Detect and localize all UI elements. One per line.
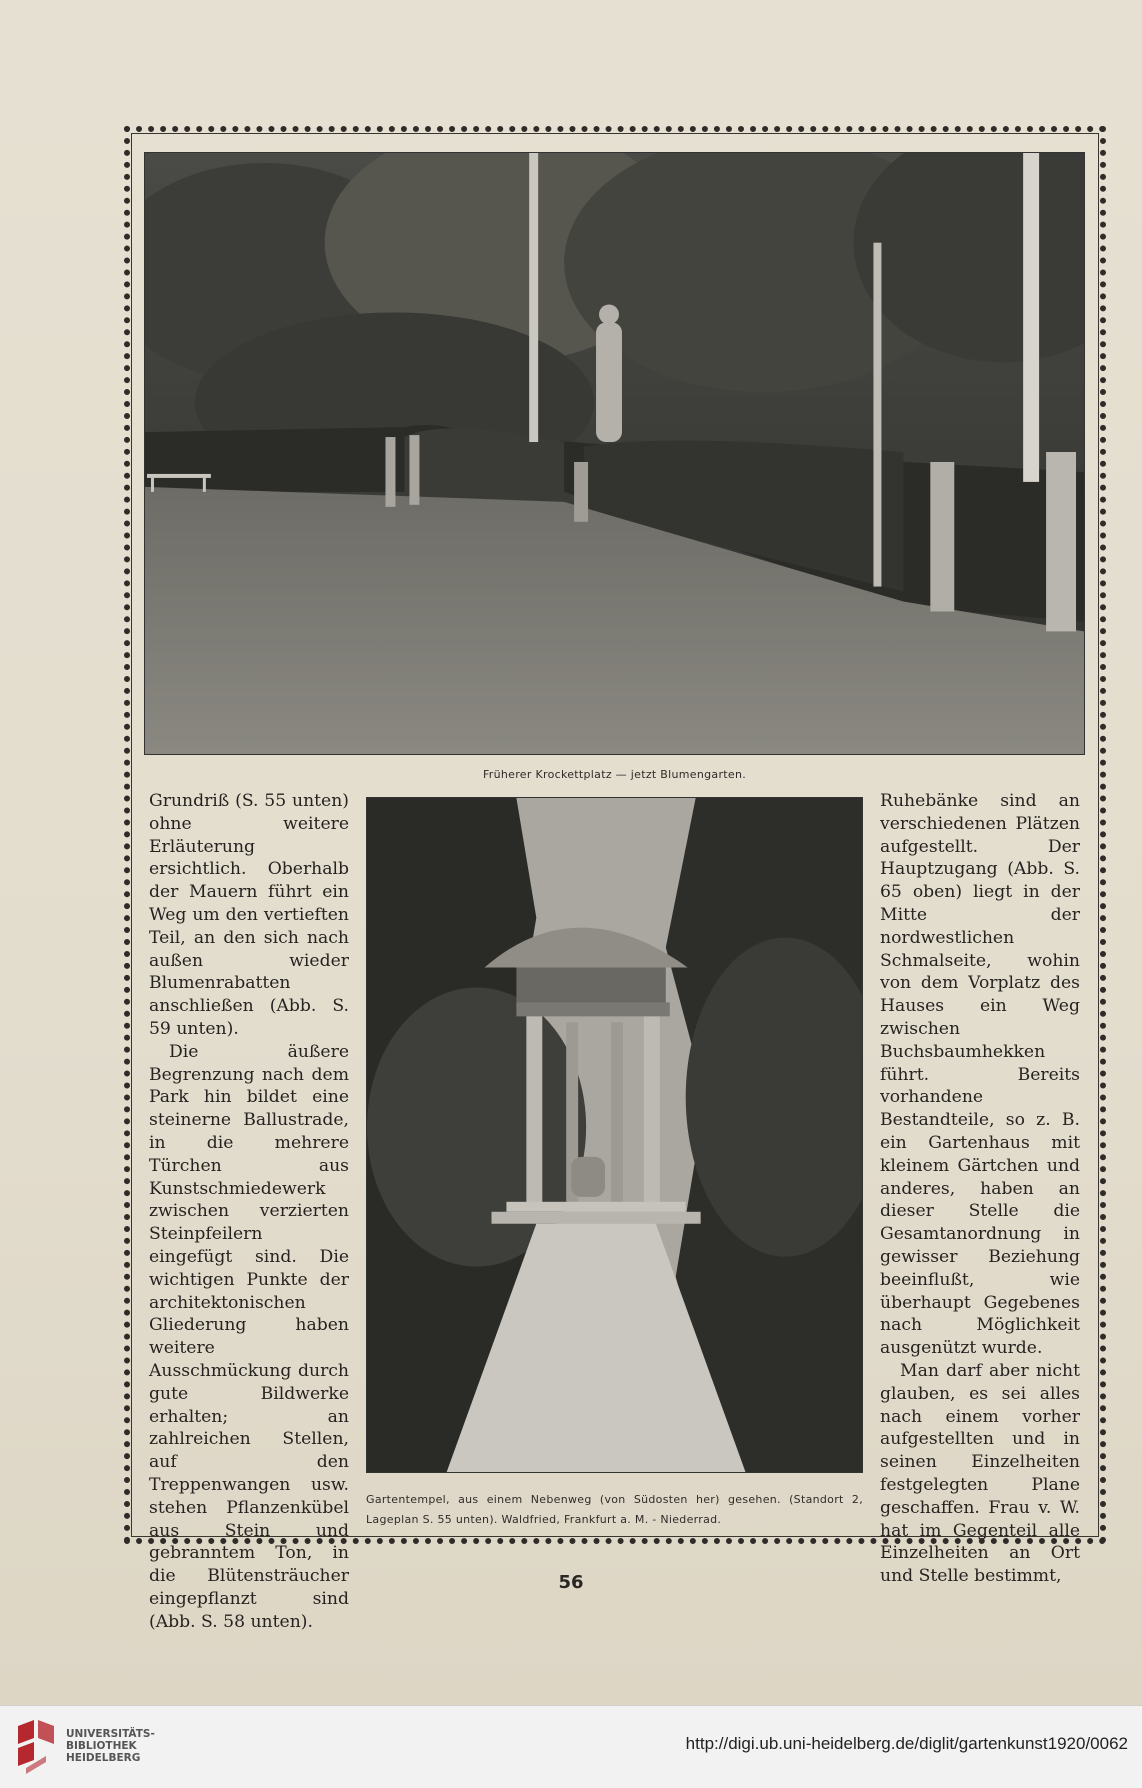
left-paragraph-1: Grundriß (S. 55 unten) ohne weitere Erläuterung ersichtlich. Oberhalb der Mauern führt ein Weg um den vertieften Teil, an den sich nach außen wieder Blumenrabatten anschließen (Abb. S. 59 unten). bbox=[149, 791, 349, 1039]
text-column-right bbox=[880, 790, 1080, 1588]
text-column-left bbox=[149, 790, 349, 1633]
photo-garden-temple bbox=[366, 797, 863, 1473]
right-paragraph-1: Ruhebänke sind an verschiedenen Plätzen aufgestellt. Der Hauptzugang (Abb. S. 65 oben) liegt in der Mitte der nordwestlichen Schmalseite, wohin von dem Vorplatz des Hauses ein Weg zwischen Buchsbaumhekken führt. Bereits vorhandene Bestandteile, so z. B. ein Gartenhaus mit kleinem Gärtchen und anderes, haben an dieser Stelle die Gesamtanordnung in gewisser Beziehung beeinflußt, wie überhaupt Gegebenes nach Möglichkeit ausgenützt wurde. bbox=[880, 791, 1080, 1359]
photo-croquet-lawn bbox=[144, 152, 1085, 755]
library-name-line-2: BIBLIOTHEK bbox=[66, 1740, 137, 1752]
library-footer-bar bbox=[0, 1705, 1142, 1788]
caption-bottom-photo: Gartentempel, aus einem Nebenweg (von Südosten her) gesehen. (Standort 2, Lageplan S. 55 unten). Waldfried, Frankfurt a. M. - Niederrad. bbox=[366, 1493, 863, 1526]
caption-top-photo: Früherer Krockettplatz — jetzt Blumengarten. bbox=[482, 768, 747, 781]
library-name bbox=[66, 1728, 155, 1764]
right-paragraph-2: Man darf aber nicht glauben, es sei alles nach einem vorher aufgestellten und in seinen Einzelheiten festgelegten Plane geschaffen. Frau v. W. hat im Gegenteil alle Einzelheiten an Ort und Stelle bestimmt, bbox=[880, 1360, 1080, 1587]
left-paragraph-2: Die äußere Begrenzung nach dem Park hin bildet eine steinerne Ballustrade, in die mehrere Türchen aus Kunstschmiedewerk zwischen verzierten Steinpfeilern eingefügt sind. Die wichtigen Punkte der architektonischen Gliederung haben weitere Ausschmückung durch gute Bildwerke erhalten; an zahlreichen Stellen, auf den Treppenwangen usw. stehen Pflanzenkübel aus Stein und gebranntem Ton, in die Blütensträucher eingepflanzt sind (Abb. S. 58 unten). bbox=[149, 1041, 349, 1632]
university-library-logo-icon[interactable] bbox=[12, 1716, 60, 1776]
page-number: 56 bbox=[558, 1572, 584, 1593]
library-name-line-3: HEIDELBERG bbox=[66, 1752, 141, 1764]
library-name-line-1: UNIVERSITÄTS- bbox=[66, 1728, 155, 1740]
permalink-url[interactable]: http://digi.ub.uni-heidelberg.de/diglit/gartenkunst1920/0062 bbox=[685, 1734, 1128, 1753]
